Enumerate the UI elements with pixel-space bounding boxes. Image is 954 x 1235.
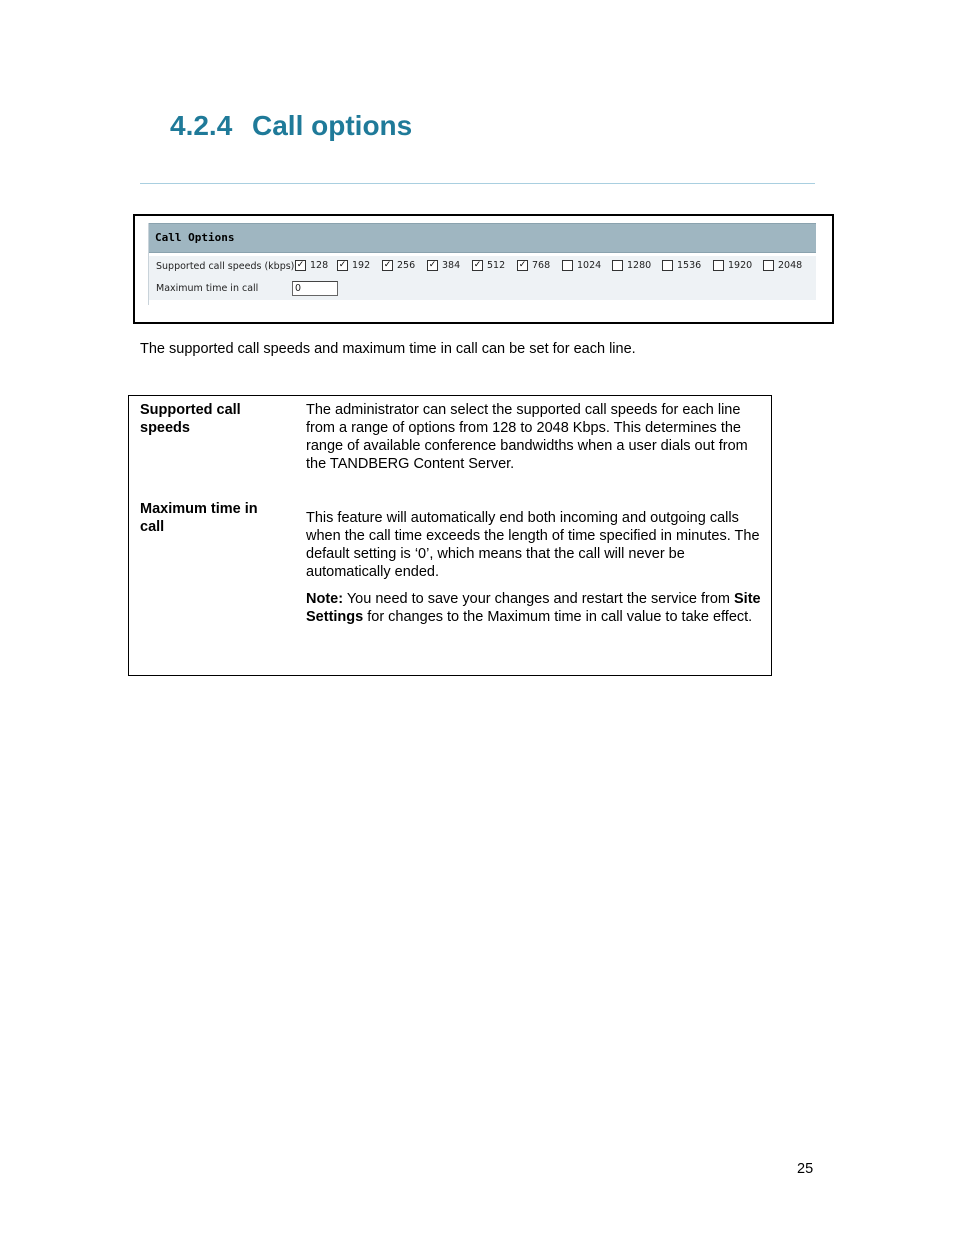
max-time-input[interactable]: 0 [292,281,338,296]
site-settings-ref: Site Settings [306,591,761,625]
desc-paragraph: This feature will automatically end both incoming and outgoing calls when the call time exceeds the length of time specified in minutes. The default setting is ‘0’, which means that the call will never be automatically ended. [306,510,760,580]
call-options-screenshot [133,214,834,324]
speed-option-256 [382,260,415,271]
note-text-2: for changes to the Maximum time in call value to take effect. [363,609,753,625]
speed-value-label: 1920 [728,260,753,271]
speeds-row [149,256,816,278]
max-time-row [149,278,816,300]
speed-value-label: 384 [442,260,461,271]
speed-checkbox-1920[interactable] [713,260,724,271]
speeds-label: Supported call speeds (kbps) [156,261,295,272]
speed-value-label: 128 [310,260,329,271]
speed-value-label: 1024 [577,260,602,271]
heading-divider [140,183,815,184]
max-time-label: Maximum time in call [156,283,259,294]
note-text-1: You need to save your changes and restart the service from [343,591,734,607]
speed-value-label: 192 [352,260,371,271]
section-title: Call options [252,110,413,141]
speed-value-label: 256 [397,260,416,271]
speed-checkbox-384[interactable]: ✓ [428,260,437,270]
section-number: 4.2.4 [170,110,233,141]
note-paragraph [306,590,764,626]
panel-title: Call Options [149,223,816,253]
speed-checkbox-768[interactable]: ✓ [518,260,527,270]
speed-option-1920 [713,260,752,271]
desc-paragraph: The administrator can select the supported call speeds for each line from a range of options from 128 to 2048 Kbps. This determines the range of available conference bandwidths when a user dials out from the TANDBERG Content Server. [306,402,748,472]
definition-table [128,395,772,676]
term-supported-call-speeds: Supported call speeds [140,402,241,436]
page-number: 25 [797,1161,814,1177]
speed-checkbox-512[interactable]: ✓ [473,260,482,270]
speed-option-192 [337,260,370,271]
speed-checkbox-2048[interactable] [763,260,774,271]
note-label: Note: [306,591,344,607]
call-options-panel [148,223,816,305]
speed-option-128 [295,260,328,271]
speed-value-label: 1536 [677,260,702,271]
desc-supported-call-speeds [306,401,764,473]
speed-option-384 [427,260,460,271]
caption: The supported call speeds and maximum time in call can be set for each line. [140,341,636,357]
speed-option-768 [517,260,550,271]
speed-option-1280 [612,260,651,271]
section-heading [170,110,412,142]
speed-checkbox-128[interactable]: ✓ [296,260,305,270]
speed-value-label: 768 [532,260,551,271]
speed-checkbox-192[interactable]: ✓ [338,260,347,270]
speed-value-label: 2048 [778,260,803,271]
speed-option-2048 [763,260,802,271]
speed-checkbox-1280[interactable] [612,260,623,271]
speed-value-label: 1280 [627,260,652,271]
speed-option-1024 [562,260,601,271]
speed-option-1536 [662,260,701,271]
speed-checkbox-1024[interactable] [562,260,573,271]
term-maximum-time: Maximum time in call [140,501,258,535]
speed-checkbox-1536[interactable] [662,260,673,271]
speed-value-label: 512 [487,260,506,271]
speed-checkbox-256[interactable]: ✓ [383,260,392,270]
speed-option-512 [472,260,505,271]
desc-maximum-time [306,509,764,626]
